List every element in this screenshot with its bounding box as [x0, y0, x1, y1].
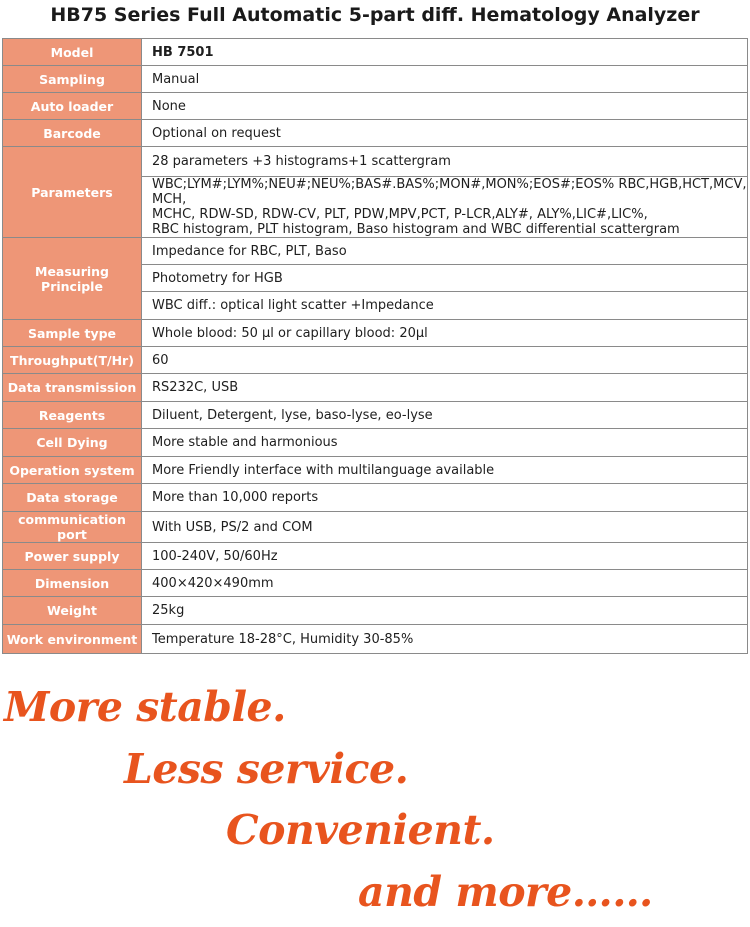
- label-measuring-principle: Measuring Principle: [3, 238, 142, 320]
- label-throughput: Throughput(T/Hr): [3, 347, 142, 374]
- label-auto-loader: Auto loader: [3, 93, 142, 120]
- table-row: [3, 93, 748, 120]
- value-auto-loader: None: [142, 93, 748, 120]
- table-row: [3, 347, 748, 374]
- parameters-detail-line: WBC;LYM#;LYM%;NEU#;NEU%;BAS#.BAS%;MON#,MON%;EOS#;EOS% RBC,HGB,HCT,MCV, MCH,: [152, 177, 747, 207]
- label-sample-type: Sample type: [3, 320, 142, 347]
- label-cell-dying: Cell Dying: [3, 429, 142, 457]
- value-reagents: Diluent, Detergent, lyse, baso-lyse, eo-lyse: [142, 402, 748, 429]
- label-reagents: Reagents: [3, 402, 142, 429]
- slogan-more-stable: More stable.: [4, 683, 286, 731]
- table-row: [3, 484, 748, 512]
- table-row: [3, 402, 748, 429]
- value-measuring-principle-1: Impedance for RBC, PLT, Baso: [142, 238, 748, 265]
- parameters-detail-line: MCHC, RDW-SD, RDW-CV, PLT, PDW,MPV,PCT, P-LCR,ALY#, ALY%,LIC#,LIC%,: [152, 207, 648, 222]
- value-sampling: Manual: [142, 66, 748, 93]
- label-dimension: Dimension: [3, 570, 142, 597]
- parameters-detail-line: RBC histogram, PLT histogram, Baso histogram and WBC differential scattergram: [152, 222, 680, 237]
- value-data-transmission: RS232C, USB: [142, 374, 748, 402]
- value-measuring-principle-3: WBC diff.: optical light scatter +Impedance: [142, 292, 748, 320]
- table-row: [3, 320, 748, 347]
- value-weight: 25kg: [142, 597, 748, 625]
- label-work-environment: Work environment: [3, 625, 142, 654]
- slogan-and-more: and more……: [358, 868, 653, 916]
- table-row: [3, 374, 748, 402]
- value-measuring-principle-2: Photometry for HGB: [142, 265, 748, 292]
- label-power-supply: Power supply: [3, 543, 142, 570]
- table-row: [3, 457, 748, 484]
- value-operation-system: More Friendly interface with multilanguage available: [142, 457, 748, 484]
- label-sampling: Sampling: [3, 66, 142, 93]
- table-row: [3, 597, 748, 625]
- label-data-storage: Data storage: [3, 484, 142, 512]
- slogan-convenient: Convenient.: [226, 806, 495, 854]
- table-row: [3, 238, 748, 265]
- table-row: [3, 625, 748, 654]
- value-parameters-detail: [142, 177, 748, 238]
- value-dimension: 400×420×490mm: [142, 570, 748, 597]
- value-model: HB 7501: [142, 39, 748, 66]
- value-sample-type: Whole blood: 50 μl or capillary blood: 20μl: [142, 320, 748, 347]
- table-row: [3, 429, 748, 457]
- table-row: [3, 512, 748, 543]
- value-parameters-summary: 28 parameters +3 histograms+1 scattergram: [142, 147, 748, 177]
- value-work-environment: Temperature 18-28°C, Humidity 30-85%: [142, 625, 748, 654]
- label-communication-port: communication port: [3, 512, 142, 543]
- label-barcode: Barcode: [3, 120, 142, 147]
- value-throughput: 60: [142, 347, 748, 374]
- label-weight: Weight: [3, 597, 142, 625]
- table-row: [3, 570, 748, 597]
- slogan-less-service: Less service.: [124, 745, 409, 793]
- table-row: [3, 147, 748, 177]
- table-row: [3, 66, 748, 93]
- value-barcode: Optional on request: [142, 120, 748, 147]
- table-row: [3, 120, 748, 147]
- label-operation-system: Operation system: [3, 457, 142, 484]
- value-data-storage: More than 10,000 reports: [142, 484, 748, 512]
- table-row: [3, 39, 748, 66]
- page-title: HB75 Series Full Automatic 5-part diff. Hematology Analyzer: [50, 4, 700, 26]
- table-row: [3, 543, 748, 570]
- value-power-supply: 100-240V, 50/60Hz: [142, 543, 748, 570]
- spec-table: [2, 38, 748, 654]
- label-model: Model: [3, 39, 142, 66]
- label-parameters: Parameters: [3, 147, 142, 238]
- value-communication-port: With USB, PS/2 and COM: [142, 512, 748, 543]
- value-cell-dying: More stable and harmonious: [142, 429, 748, 457]
- label-data-transmission: Data transmission: [3, 374, 142, 402]
